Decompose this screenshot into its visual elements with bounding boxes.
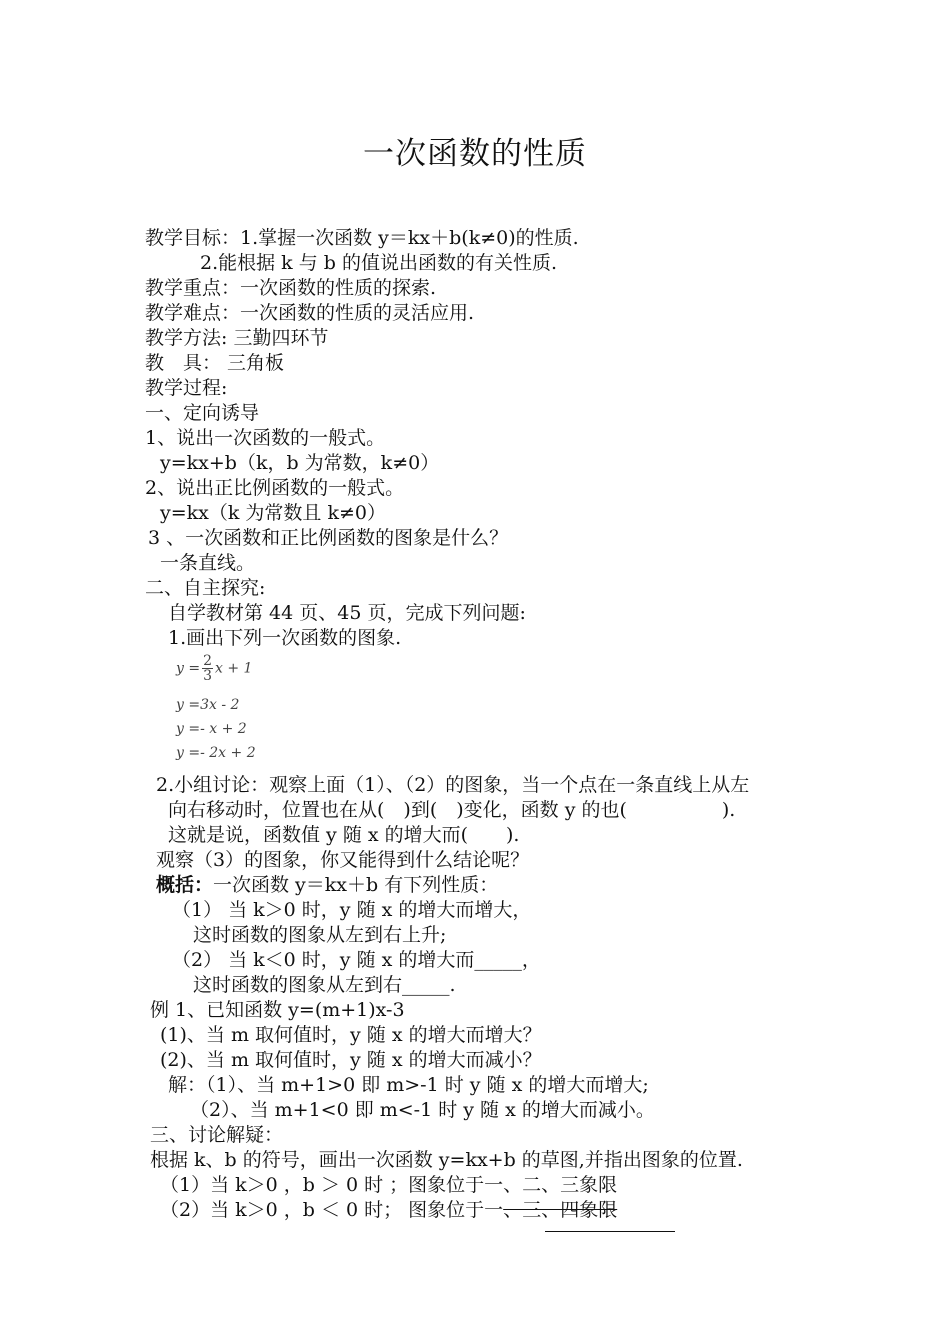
summary-label: 概括：: [156, 874, 214, 896]
answer-3: 一条直线。: [160, 552, 256, 574]
answer-2: y=kx（k 为常数且 k≠0）: [160, 502, 386, 524]
property-1-detail: 这时函数的图象从左到右上升;: [193, 924, 447, 946]
discussion-task: 根据 k、b 的符号，画出一次函数 y=kx+b 的草图,并指出图象的位置.: [150, 1149, 743, 1171]
formula-4: y =- 2x + 2: [176, 745, 256, 761]
solution-line-1: 解：（1）、当 m+1>0 即 m>-1 时 y 随 x 的增大而增大;: [168, 1074, 649, 1096]
property-1: （1） 当 k＞0 时，y 随 x 的增大而增大，: [172, 899, 532, 921]
formula-1-rhs: x + 1: [215, 660, 253, 677]
teaching-process: 教学过程:: [145, 377, 228, 399]
teaching-goal-1: 教学目标：1.掌握一次函数 y＝kx＋b(k≠0)的性质.: [145, 227, 579, 249]
formula-1: [176, 654, 252, 683]
case-2-text: （2）当 k＞0 ，b ＜ 0 时； 图象位于一: [160, 1199, 504, 1221]
formula-1-fraction: [202, 654, 213, 683]
self-study-instruction: 自学教材第 44 页、45 页，完成下列问题:: [168, 602, 526, 624]
case-2: [160, 1198, 617, 1222]
formula-1-numerator: 2: [203, 653, 213, 669]
discussion-line-1: 2.小组讨论：观察上面（1）、（2）的图象，当一个点在一条直线上从左: [156, 774, 750, 796]
example-1-question-2: (2)、当 m 取何值时，y 随 x 的增大而减小？: [160, 1049, 542, 1071]
teaching-goal-2: 2.能根据 k 与 b 的值说出函数的有关性质.: [200, 252, 558, 274]
answer-underline: [545, 1231, 675, 1232]
discussion-line-2: 向右移动时，位置也在从( )到( )变化，函数 y 的也( ).: [168, 799, 736, 821]
summary: [156, 873, 498, 897]
case-1: （1）当 k＞0 ，b ＞ 0 时 ；图象位于一、二、三象限: [160, 1174, 618, 1196]
case-2-struck-text: 、三、四象限: [503, 1199, 618, 1221]
section-1-heading: 一、定向诱导: [145, 402, 260, 424]
teaching-tools: 教 具： 三角板: [145, 352, 285, 374]
example-1: 例 1、已知函数 y=(m+1)x-3: [150, 999, 405, 1021]
formula-1-lhs: y =: [176, 660, 201, 677]
question-3: 3 、一次函数和正比例函数的图象是什么？: [148, 527, 509, 549]
discussion-line-3: 这就是说，函数值 y 随 x 的增大而( ).: [168, 824, 520, 846]
section-3-heading: 三、讨论解疑：: [150, 1124, 284, 1146]
formula-1-denominator: 3: [203, 668, 213, 684]
formula-2: y =3x - 2: [176, 697, 240, 713]
difficulty: 教学难点：一次函数的性质的灵活应用.: [145, 302, 475, 324]
observation-question: 观察（3）的图象，你又能得到什么结论呢？: [156, 849, 530, 871]
answer-1: y=kx+b（k，b 为常数，k≠0）: [160, 452, 440, 474]
property-2-detail: 这时函数的图象从左到右_____.: [193, 974, 456, 996]
solution-line-2: （2）、当 m+1<0 即 m<-1 时 y 随 x 的增大而减小。: [190, 1099, 655, 1121]
formula-3: y =- x + 2: [176, 721, 247, 737]
draw-instruction: 1.画出下列一次函数的图象.: [168, 627, 402, 649]
question-1: 1、说出一次函数的一般式。: [145, 427, 386, 449]
key-point: 教学重点：一次函数的性质的探索.: [145, 277, 437, 299]
section-2-heading: 二、自主探究:: [145, 577, 266, 599]
page-title: 一次函数的性质: [363, 136, 587, 172]
teaching-method: 教学方法: 三勤四环节: [145, 327, 329, 349]
question-2: 2、说出正比例函数的一般式。: [145, 477, 405, 499]
property-2: （2） 当 k＜0 时，y 随 x 的增大而_____，: [172, 949, 541, 971]
example-1-question-1: (1)、当 m 取何值时，y 随 x 的增大而增大？: [160, 1024, 542, 1046]
summary-text: 一次函数 y＝kx＋b 有下列性质：: [213, 874, 499, 896]
